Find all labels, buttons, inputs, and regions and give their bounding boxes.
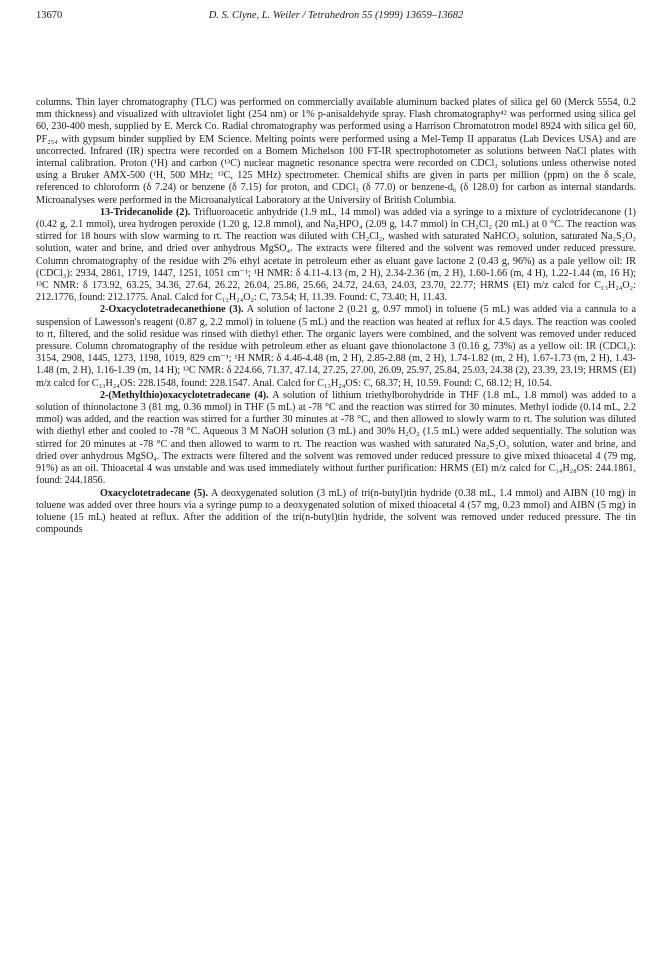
compound-heading: Oxacyclotetradecane (5).	[100, 487, 209, 499]
paragraph-text: A deoxygenated solution (3 mL) of tri(n-butyl)tin hydride (0.38 mL, 1.4 mmol) and AIBN (10 mg) in toluene was added over three hours via a syringe pump to a deoxygenated solution of mixed thioacetal 4 (57 mg, 0.23 mmol) and AIBN (5 mg) in toluene (15 mL) heated at reflux. After the addition of the tri(n-butyl)tin hydride, the solvent was removed under reduced pressure. The tin compounds	[36, 487, 636, 536]
paragraph-text: A solution of lactone 2 (0.21 g, 0.97 mmol) in toluene (5 mL) was added via a cannula to a suspension of Lawesson's reagent (0.87 g, 2.2 mmol) in toluene (5 mL) and the reaction was heated at reflux for 4.5 days. The reaction was cooled to rt, filtered, and the solid residue was rinsed with diethyl ether. The organic layers were combined, and the solvent was removed under reduced pressure. Column chromatography of the residue with petroleum ether as eluant gave thionolactone 3 (0.16 g, 73%) as a yellow oil: IR (CDCl₃): 3154, 2908, 1445, 1273, 1198, 1019, 829 cm⁻¹; ¹H NMR: δ 4.46-4.48 (m, 2 H), 2.85-2.88 (m, 2 H), 1.74-1.82 (m, 2 H), 1.67-1.73 (m, 2 H), 1.43-1.48 (m, 2 H), 1.16-1.39 (m, 14 H); ¹³C NMR: δ 224.66, 71.37, 47.14, 27.25, 27.00, 26.09, 25.97, 25.84, 25.03, 24.38 (2), 23.39, 23.19; HRMS (EI) m/z calcd for C₁₃H₂₄OS: 228.1548, found: 228.1547. Anal. Calcd for C₁₃H₂₄OS: C, 68.37; H, 10.59. Found: C, 68.12; H, 10.54.	[36, 304, 636, 389]
paragraph-text: columns. Thin layer chromatography (TLC) was performed on commercially available aluminum backed plates of silica gel 60 (Merck 5554, 0.2 mm thickness) and visualized with ultraviolet light (254 nm) or 1% p-anisaldehyde spray. Flash chromatography⁴² was performed using silica gel 60, 230-400 mesh, supplied by E. Merck Co. Radial chromatography was performed using a Harrison Chromatotron model 8924 with silica gel 60, PF₂₅₄ with gypsum binder supplied by EM Science. Melting points were performed using a Mel-Temp II apparatus (Lab Devices USA) and are uncorrected. Infrared (IR) spectra were recorded on a Bomem Michelson 100 FT-IR spectrophotometer as solutions between NaCl plates with internal calibration. Proton (¹H) and carbon (¹³C) nuclear magnetic resonance spectra were recorded on CDCl₃ solutions unless otherwise noted using a Bruker AMX-500 (¹H, 500 MHz; ¹³C, 125 MHz) spectrometer. Chemical shifts are given in parts per million (ppm) on the δ scale, referenced to chloroform (δ 7.24) or benzene (δ 7.15) for proton, and CDCl₃ (δ 77.0) or benzene-d₆ (δ 128.0) for carbon as internal standards. Microanalyses were performed in the Microanalytical Laboratory at the University of British Columbia.	[36, 97, 636, 206]
methods-paragraph	[36, 97, 636, 207]
procedure-paragraph-methylthio	[36, 390, 636, 488]
paragraph-text: A solution of lithium triethylborohydride in THF (1.8 mL, 1.8 mmol) was added to a solution of thionolactone 3 (81 mg, 0.36 mmol) in THF (5 mL) at -78 °C and the reaction was stirred for 30 minutes. Methyl iodide (0.14 mL, 2.2 mmol) was added, and the reaction was stirred for a further 30 minutes at -78 °C, and then allowed to slowly warm to rt. The solution was diluted with diethyl ether and cooled to -78 °C. Aqueous 3 M NaOH solution (3 mL) and 30% H₂O₂ (1.5 mL) were added sequentially. The solution was stirred for 20 minutes at -78 °C and then allowed to warm to rt. The reaction was washed with saturated Na₂S₂O₃ solution, water and brine, and dried over anhydrous MgSO₄. The extracts were filtered and the solvent was removed under reduced pressure to give mixed thioacetal 4 (79 mg, 91%) as an oil. Thioacetal 4 was unstable and was used immediately without further purification: HRMS (EI) m/z calcd for C₁₄H₂₈OS: 244.1861, found: 244.1856.	[36, 389, 636, 487]
article-body	[36, 97, 636, 536]
procedure-paragraph-tridecanolide	[36, 207, 636, 305]
page-number: 13670	[36, 10, 63, 21]
running-head: D. S. Clyne, L. Weiler / Tetrahedron 55 (1999) 13659–13682	[208, 10, 464, 21]
compound-heading: 13-Tridecanolide (2).	[100, 206, 191, 218]
procedure-paragraph-thione	[36, 304, 636, 389]
page-header	[36, 10, 636, 26]
compound-heading: 2-(Methylthio)oxacyclotetradecane (4).	[100, 389, 269, 401]
paragraph-text: Trifluoroacetic anhydride (1.9 mL, 14 mmol) was added via a syringe to a mixture of cyclotridecanone (1) (0.42 g, 2.1 mmol), urea hydrogen peroxide (1.20 g, 12.8 mmol), and Na₂HPO₄ (2.09 g, 14.7 mmol) in CH₂Cl₂ (20 mL) at 0 °C. The reaction was stirred for 18 hours with slow warming to rt. The reaction was diluted with CH₂Cl₂, washed with saturated NaHCO₃ solution, saturated Na₂S₂O₃ solution, water and brine, and dried over anhydrous MgSO₄. The extracts were filtered and the solvent was removed under reduced pressure. Column chromatography of the residue with 2% ethyl acetate in petroleum ether as eluant gave lactone 2 (0.43 g, 96%) as a pale yellow oil: IR (CDCl₃): 2934, 2861, 1719, 1447, 1251, 1051 cm⁻¹; ¹H NMR: δ 4.11-4.13 (m, 2 H), 2.34-2.36 (m, 2 H), 1.60-1.66 (m, 4 H), 1.22-1.44 (m, 16 H); ¹³C NMR: δ 173.92, 63.25, 34.36, 27.64, 26.22, 26.04, 25.86, 25.66, 24.72, 24.63, 24.03, 23.70, 22.77; HRMS (EI) m/z calcd for C₁₃H₂₄O₂: 212.1776, found: 212.1775. Anal. Calcd for C₁₃H₂₄O₂: C, 73.54; H, 11.39. Found: C, 73.40; H, 11.43.	[36, 206, 636, 304]
procedure-paragraph-oxacyclotetradecane	[36, 488, 636, 537]
compound-heading: 2-Oxacyclotetradecanethione (3).	[100, 304, 244, 316]
